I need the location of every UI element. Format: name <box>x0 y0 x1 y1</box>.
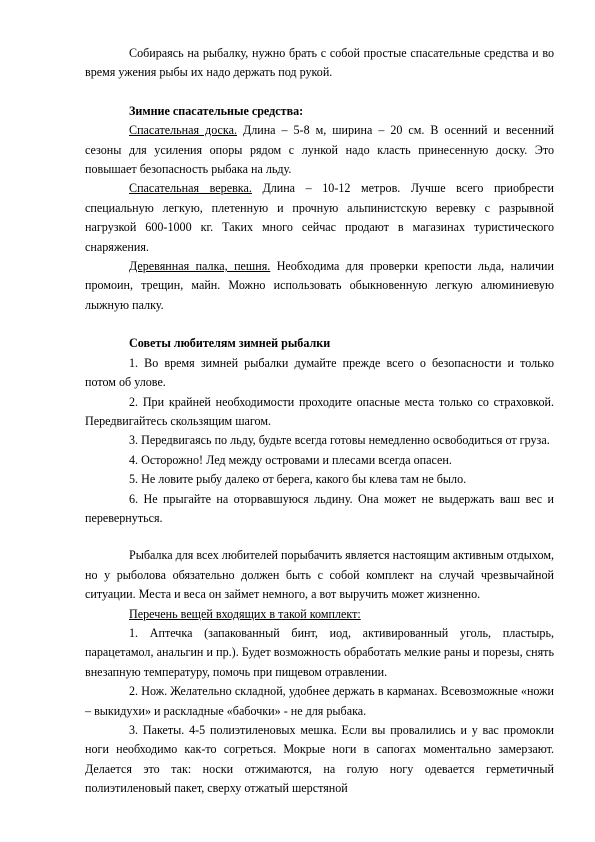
tip-item: 4. Осторожно! Лед между островами и плесами всегда опасен. <box>129 452 452 467</box>
spacer <box>85 528 554 546</box>
kit-item: 2. Нож. Желательно складной, удобнее держать в карманах. Всевозможные «ножи – выкидухи» и раскладные «бабочки» - не для рыбака. <box>85 684 554 718</box>
item-board-title: Спасательная доска. <box>129 123 237 138</box>
tips-heading: Советы любителям зимней рыбалки <box>129 336 331 351</box>
item-board-text: Длина – 5-8 м, ширина – 20 см. В осенний и весенний сезоны для усиления опоры рядом с лункой надо класть принесенную доску. Это повышает безопасность рыбака на льду. <box>85 123 554 177</box>
item-rope <box>85 179 554 257</box>
item-stick-text: Необходима для проверки крепости льда, наличии промоин, трещин, майн. Можно использовать обыкновенную легкую алюминиевую лыжную палку. <box>85 259 554 312</box>
kit-item: 1. Аптечка (запакованный бинт, иод, активированный уголь, пластырь, парацетамол, анальгин и пр.). Будет возможность обработать мелкие раны и порезы, снять внезапную температуру, помочь при пищевом отравлении. <box>85 625 554 679</box>
item-board <box>85 121 554 179</box>
document-page <box>85 44 554 799</box>
kit-intro-paragraph: Рыбалка для всех любителей порыбачить является настоящим активным отдыхом, но у рыболова обязательно должен быть с собой комплект на случай чрезвычайной ситуации. Места и веса он займет немного, а вот выручить может жизненно. <box>85 548 554 602</box>
kit-item: 3. Пакеты. 4-5 полиэтиленовых мешка. Если вы провалились и у вас промокли ноги необходимо как-то согреться. Мокрые ноги в сапогах моментально замерзают. Делается это так: носки отжимаются, на голую ногу одевается герметичный полиэтиленовый пакет, сверху отжатый шерстяной <box>85 723 554 796</box>
item-stick-title: Деревянная палка, пешня. <box>129 259 271 274</box>
tip-item: 5. Не ловите рыбу далеко от берега, какого бы клева там не было. <box>129 472 467 487</box>
item-rope-text: Длина – 10-12 метров. Лучше всего приобрести специальную легкую, плетенную и прочную альпинистскую веревку с разрывной нагрузкой 600-1000 кг. Таких много сейчас продают в магазинах туристического снаряжения. <box>85 181 554 254</box>
kit-heading: Перечень вещей входящих в такой комплект: <box>129 606 361 621</box>
item-rope-title: Спасательная веревка. <box>129 181 252 196</box>
tip-item: 2. При крайней необходимости проходите опасные места только со страховкой. Передвигайтесь скользящим шагом. <box>85 394 554 428</box>
tip-item: 6. Не прыгайте на оторвавшуюся льдину. Она может не выдержать ваш вес и перевернуться. <box>85 491 554 525</box>
spacer <box>85 83 554 102</box>
spacer <box>85 315 554 334</box>
winter-heading: Зимние спасательные средства: <box>129 103 304 118</box>
tip-item: 1. Во время зимней рыбалки думайте прежде всего о безопасности и только потом об улове. <box>85 355 554 390</box>
item-stick <box>85 257 554 315</box>
tip-item: 3. Передвигаясь по льду, будьте всегда готовы немедленно освободиться от груза. <box>129 433 550 448</box>
intro-paragraph: Собираясь на рыбалку, нужно брать с собой простые спасательные средства и во время ужения рыбы их надо держать под рукой. <box>85 46 554 80</box>
